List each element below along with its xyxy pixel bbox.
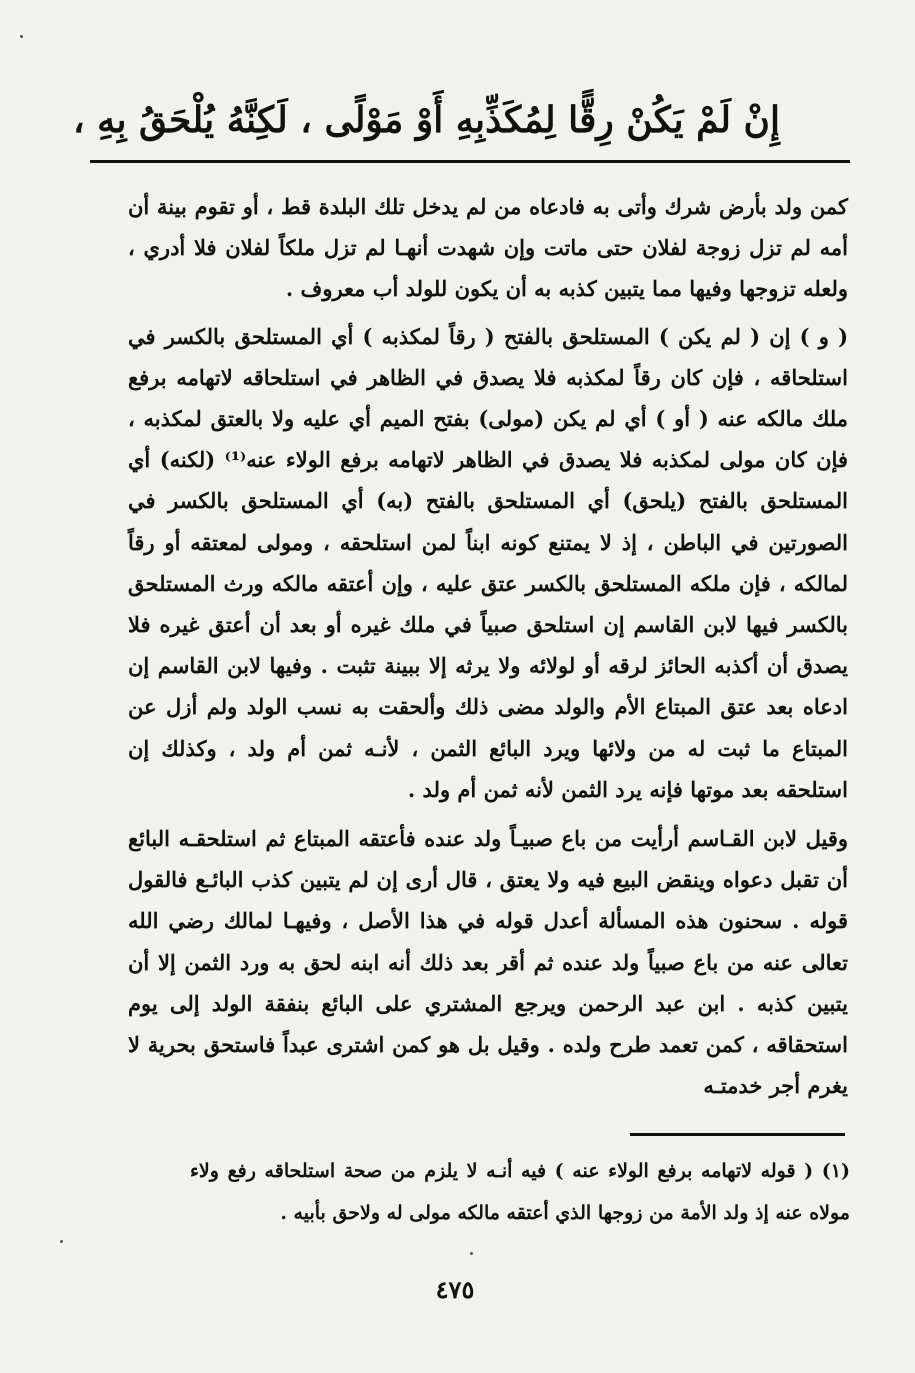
paragraph: كمن ولد بأرض شرك وأتى به فادعاه من لم يدخل تلك البلدة قط ، أو تقوم بينة أن أمه لم تزل زوجة لفلان حتى ماتت وإن شهدت أنهـا لم تزل ملكاً لفلان فلا أدري ، ولعله تزوجها وفيها مما يتبين كذبه به أن يكون للولد أب معروف . (128, 194, 848, 302)
footnote-divider (630, 1133, 845, 1136)
paragraph: وقيل لابن القـاسم أرأيت من باع صبيـاً ولد عنده فأعتقه المبتاع ثم استلحقـه البائع أن تقبل دعواه وينقض البيع فيه ولا يعتق ، قال أرى إن لم يتبين كذب البائـع فالقول قوله . سحنون هذه المسألة أعدل قوله في هذا الأصل ، وفيهـا لمالك رضي الله تعالى عنه من باع صبياً ولد عنده ثم أقر بعد ذلك أنه ابنه لحق به ورد الثمن إلا أن يتبين كذبه . ابن عبد الرحمن ويرجع المشتري على البائع بنفقة الولد إلى يوم استحقاقه ، كمن تعمد طرح ولده . وقيل بل هو كمن اشترى عبداً فاستحق بحرية لا يغرم أجر خدمتـه (128, 826, 848, 1099)
footnote: (١) ( قوله لاتهامه برفع الولاء عنه ) فيه أنـه لا يلزم من صحة استلحاقه رفع ولاء مولاه عنه إذ ولد الأمة من زوجها الذي أعتقه مالكه مولى له ولاحق بأبيه . (190, 1160, 850, 1224)
ink-speck (20, 35, 23, 38)
ink-speck (470, 1252, 473, 1255)
page-number: ٤٧٥ (435, 1275, 475, 1304)
main-text (128, 186, 848, 1106)
page-header-verse: إِنْ لَمْ يَكُنْ رِقًّا لِمُكَذِّبِهِ أَوْ مَوْلًى ، لَكِنَّهُ يُلْحَقُ بِهِ ، (73, 99, 780, 141)
ink-speck (60, 1240, 63, 1243)
footnotes (190, 1150, 850, 1234)
header-divider (90, 160, 850, 163)
paragraph: ( و ) إن ( لم يكن ) المستلحق بالفتح ( رقاً لمكذبه ) أي المستلحق بالكسر في استلحاقه ، فإن كان رقاً لمكذبه فلا يصدق في الظاهر في استلحاقه لاتهامه برفع ملك مالكه عنه ( أو ) أي لم يكن (مولى) بفتح الميم أي عليه ولا بالعتق لمكذبه ، فإن كان مولى لمكذبه فلا يصدق في الظاهر لاتهامه برفع الولاء عنه⁽¹⁾ (لكنه) أي المستلحق بالفتح (يلحق) أي المستلحق بالفتح (به) أي المستلحق بالكسر في الصورتين في الباطن ، إذ لا يمتنع كونه ابناً لمن استلحقه ، ومولى لمعتقه أو رقاً لمالكه ، فإن ملكه المستلحق بالكسر عتق عليه ، وإن أعتقه مالكه ورث المستلحق بالكسر فيها لابن القاسم إن استلحق صبياً في ملك غيره أو بعد أن أعتق غيره فلا يصدق أن أكذبه الحائز لرقه أو لولائه ولا يرثه إلا ببينة تثبت . وفيها لابن القاسم إن ادعاه بعد عتق المبتاع الأم والولد مضى ذلك وألحقت به نسب الولد ولم أزل عن المبتاع ما ثبت له من ولائها ويرد البائع الثمن ، لأنـه ثمن أم ولد ، وكذلك إن استلحقه بعد موتها فإنه يرد الثمن لأنه ثمن أم ولد . (128, 323, 848, 802)
